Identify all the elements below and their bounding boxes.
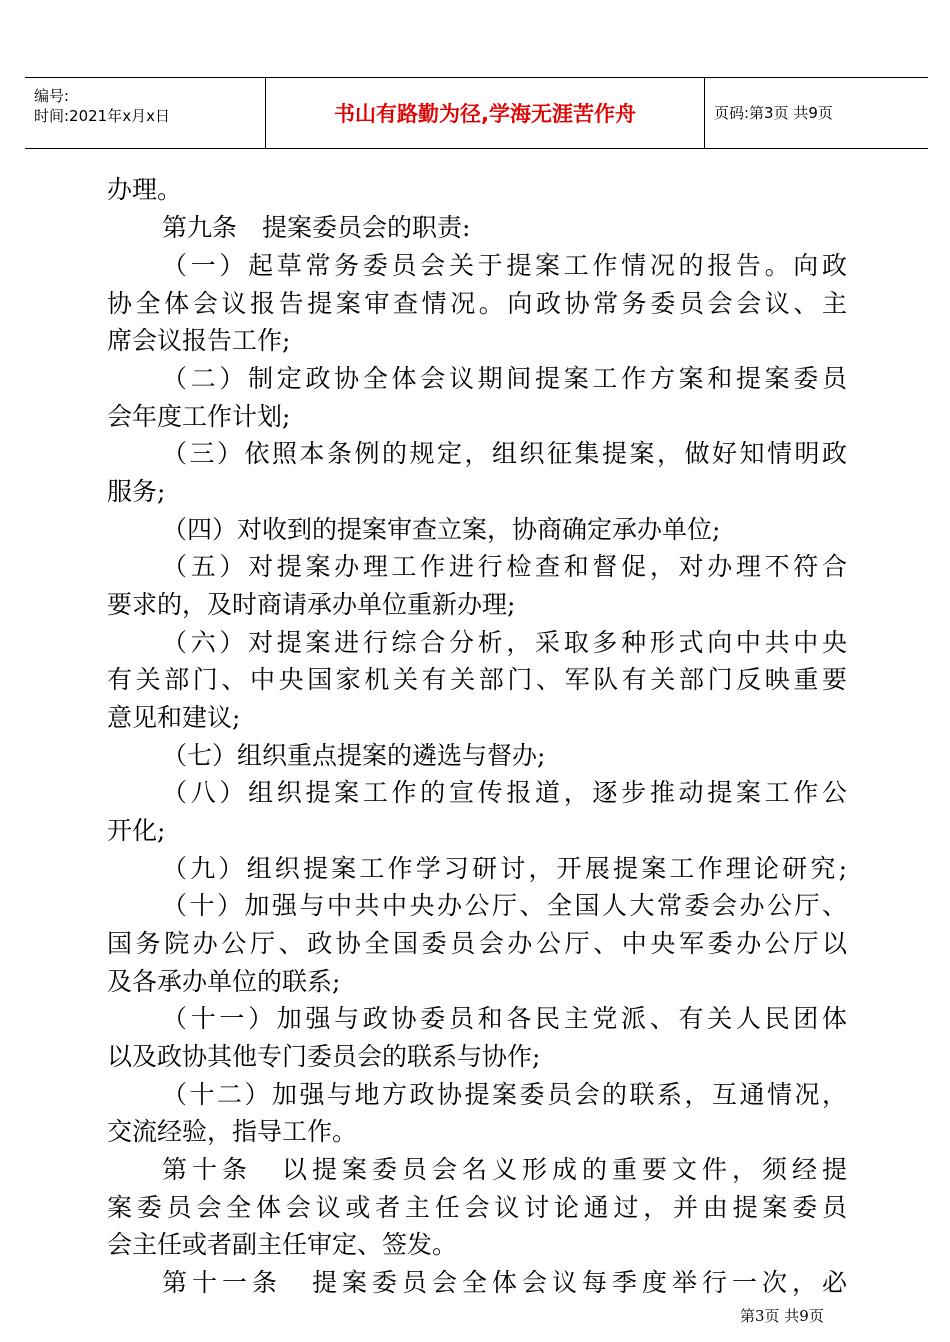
document-number-label: 编号: bbox=[34, 87, 70, 105]
text-line: 服务; bbox=[107, 477, 166, 506]
header-motto-cell bbox=[265, 78, 705, 148]
text-line: 会主任或者副主任审定、签发。 bbox=[107, 1230, 458, 1259]
text-line: 案委员会全体会议或者主任会议讨论通过，并由提案委员 bbox=[107, 1193, 847, 1222]
text-line: 交流经验，指导工作。 bbox=[107, 1117, 358, 1146]
text-line: 第九条 提案委员会的职责: bbox=[162, 213, 471, 242]
text-line: 第十一条 提案委员会全体会议每季度举行一次，必 bbox=[162, 1268, 847, 1297]
header-page-cell bbox=[704, 78, 928, 148]
header-motto: 书山有路勤为径,学海无涯苦作舟 bbox=[334, 102, 636, 126]
text-line: 有关部门、中央国家机关有关部门、军队有关部门反映重要 bbox=[107, 665, 847, 694]
document-time-label: 时间:2021年x月x日 bbox=[34, 107, 170, 125]
text-line: 及各承办单位的联系; bbox=[107, 967, 341, 996]
text-line: （四）对收到的提案审查立案，协商确定承办单位; bbox=[162, 515, 721, 544]
text-line: （六）对提案进行综合分析，采取多种形式向中共中央 bbox=[162, 628, 847, 657]
text-line: （三）依照本条例的规定，组织征集提案，做好知情明政 bbox=[162, 439, 847, 468]
header-meta-cell bbox=[25, 78, 265, 148]
text-line: 第十条 以提案委员会名义形成的重要文件，须经提 bbox=[162, 1155, 847, 1184]
text-line: （二）制定政协全体会议期间提案工作方案和提案委员 bbox=[162, 364, 847, 393]
text-line: 以及政协其他专门委员会的联系与协作; bbox=[107, 1042, 541, 1071]
text-line: （十一）加强与政协委员和各民主党派、有关人民团体 bbox=[162, 1004, 847, 1033]
text-line: （五）对提案办理工作进行检查和督促，对办理不符合 bbox=[162, 552, 847, 581]
text-line: 会年度工作计划; bbox=[107, 402, 291, 431]
text-line: （十二）加强与地方政协提案委员会的联系，互通情况， bbox=[162, 1080, 847, 1109]
page-header bbox=[25, 77, 928, 149]
text-line: （九）组织提案工作学习研讨，开展提案工作理论研究; bbox=[162, 854, 847, 883]
text-line: 要求的，及时商请承办单位重新办理; bbox=[107, 590, 516, 619]
text-line: 协全体会议报告提案审查情况。向政协常务委员会会议、主 bbox=[107, 289, 847, 318]
text-line: 席会议报告工作; bbox=[107, 326, 291, 355]
footer-page-number: 第3页 共9页 bbox=[740, 1307, 824, 1325]
text-line: （八）组织提案工作的宣传报道，逐步推动提案工作公 bbox=[162, 778, 847, 807]
header-page-code: 页码:第3页 共9页 bbox=[714, 104, 833, 122]
text-line: 开化; bbox=[107, 816, 166, 845]
text-line: 办理。 bbox=[107, 175, 183, 204]
text-line: 意见和建议; bbox=[107, 703, 241, 732]
text-line: 国务院办公厅、政协全国委员会办公厅、中央军委办公厅以 bbox=[107, 929, 847, 958]
text-line: （十）加强与中共中央办公厅、全国人大常委会办公厅、 bbox=[162, 891, 847, 920]
text-line: （七）组织重点提案的遴选与督办; bbox=[162, 741, 546, 770]
text-line: （一）起草常务委员会关于提案工作情况的报告。向政 bbox=[162, 251, 847, 280]
